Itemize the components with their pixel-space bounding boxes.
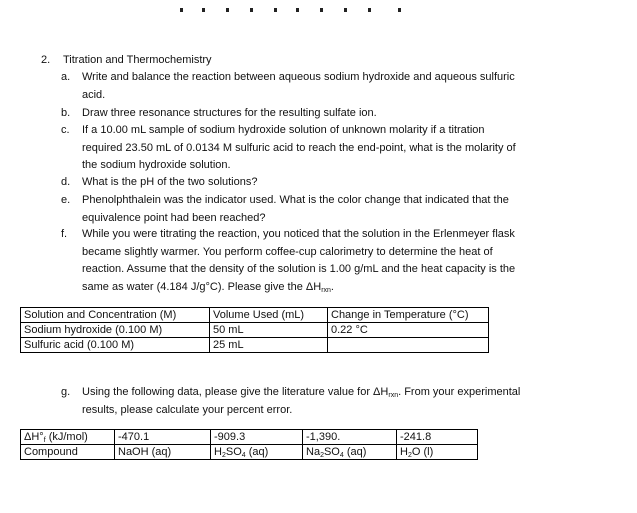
table-cell (328, 338, 489, 353)
question-text: same as water (4.184 J/g°C). Please give the ΔH (82, 280, 322, 293)
table-row (21, 323, 489, 338)
section-title: Titration and Thermochemistry (63, 54, 212, 66)
question-line: reaction. Assume that the density of the solution is 1.00 g/mL and the heat capacity is the (82, 263, 516, 275)
question-text: Using the following data, please give the literature value for ΔH (82, 386, 389, 398)
question-e (61, 192, 581, 227)
question-b (61, 105, 581, 123)
question-f (61, 226, 581, 296)
question-g (61, 384, 581, 419)
question-d (61, 174, 581, 192)
table-row (21, 338, 489, 353)
question-line (82, 279, 581, 297)
table-cell: -909.3 (211, 430, 303, 445)
question-line: Phenolphthalein was the indicator used. What is the color change that indicated that the (82, 194, 509, 206)
table-cell: 50 mL (210, 323, 328, 338)
table-cell: -241.8 (397, 430, 478, 445)
compound-cell: $H_2O$ (l) (397, 445, 478, 460)
question-text: . (330, 280, 334, 293)
question-line (82, 384, 581, 402)
row-label-cell: Compound (21, 445, 115, 460)
rxn-subscript: rxn (388, 392, 399, 399)
row-label-cell: $\Delta H^\circ_f$ (kJ/mol) (21, 430, 115, 445)
question-line: became slightly warmer. You perform coffee-cup calorimetry to determine the heat of (82, 245, 493, 258)
compound-cell: NaOH (aq) (115, 445, 211, 460)
section-heading (41, 53, 212, 68)
table-cell: 0.22 °C (328, 323, 489, 338)
section-number: 2. (41, 54, 51, 66)
table-cell: -1,390. (303, 430, 397, 445)
question-label: a. (61, 71, 71, 83)
enthalpy-data-table (20, 429, 478, 460)
table-cell: Sodium hydroxide (0.100 M) (21, 323, 210, 338)
compound-cell: $H_2SO_4$ (aq) (211, 445, 303, 460)
question-line: While you were titrating the reaction, you noticed that the solution in the Erlenmeyer flask (82, 228, 515, 240)
question-c (61, 122, 581, 175)
question-line: required 23.50 mL of 0.0134 M sulfuric acid to reach the end-point, what is the molarity of (82, 141, 516, 154)
question-line: What is the pH of the two solutions? (82, 176, 258, 188)
question-a (61, 69, 581, 104)
table-cell: Sulfuric acid (0.100 M) (21, 338, 210, 353)
question-line: results, please calculate your percent error. (82, 403, 293, 416)
compound-cell: $Na_2SO_4$ (aq) (303, 445, 397, 460)
question-label: b. (61, 107, 71, 119)
question-label: c. (61, 124, 70, 136)
header-cell: Change in Temperature (°C) (328, 308, 489, 323)
question-line: acid. (82, 88, 106, 101)
table-row (21, 445, 478, 460)
question-line: If a 10.00 mL sample of sodium hydroxide solution of unknown molarity if a titration (82, 124, 485, 136)
question-label: d. (61, 176, 71, 188)
question-text: . From your experimental (398, 386, 521, 398)
table-cell: -470.1 (115, 430, 211, 445)
question-label: f. (61, 228, 68, 240)
solution-data-table (20, 307, 489, 353)
question-line: Write and balance the reaction between aqueous sodium hydroxide and aqueous sulfuric (82, 71, 515, 83)
formation-subscript: f (43, 437, 46, 444)
cropped-header-marks (178, 8, 408, 14)
question-label: e. (61, 194, 71, 206)
question-line: Draw three resonance structures for the resulting sulfate ion. (82, 107, 377, 119)
rxn-subscript: rxn (321, 286, 331, 294)
question-line: the sodium hydroxide solution. (82, 159, 231, 171)
question-line: equivalence point had been reached? (82, 211, 266, 224)
header-cell: Solution and Concentration (M) (21, 308, 210, 323)
table-header-row (21, 308, 489, 323)
table-cell: 25 mL (210, 338, 328, 353)
question-label: g. (61, 386, 71, 398)
table-row (21, 430, 478, 445)
header-cell: Volume Used (mL) (210, 308, 328, 323)
